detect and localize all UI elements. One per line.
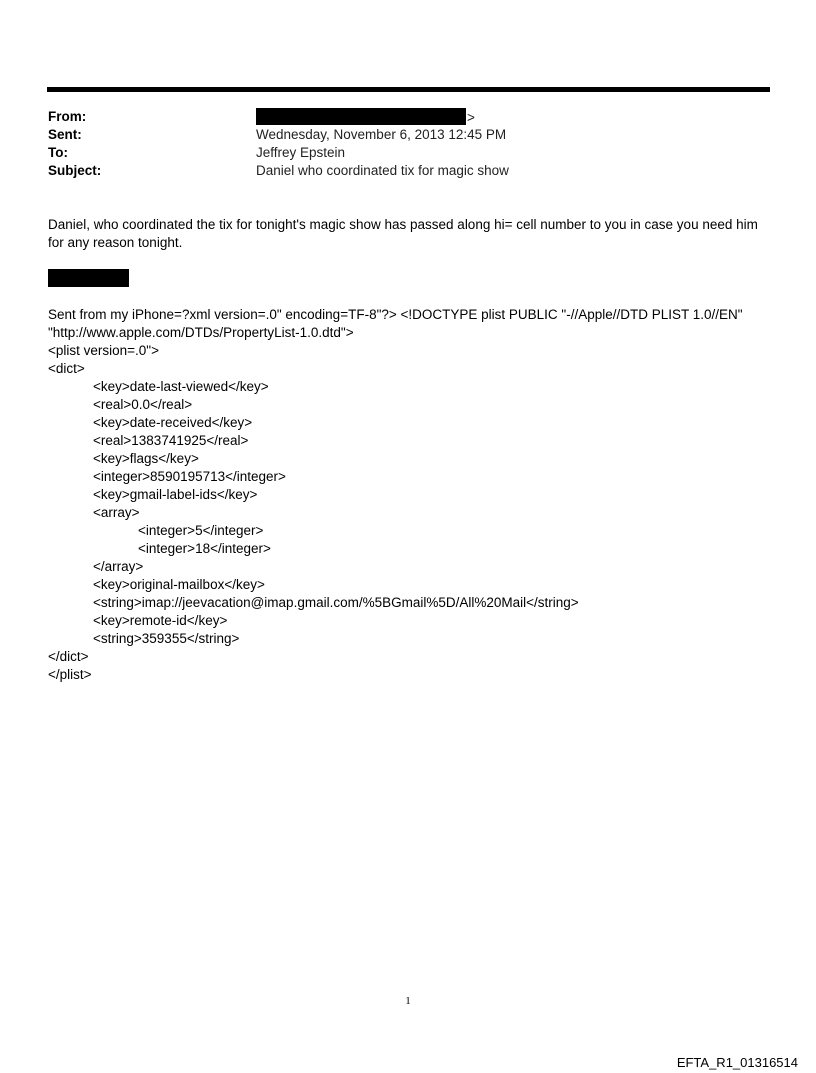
plist-line: <string>imap://jeevacation@imap.gmail.com/%5BGmail%5D/All%20Mail</string> xyxy=(48,595,579,610)
message-line: Daniel, who coordinated the tix for tonight's magic show has passed along hi= cell number to you in case you need him xyxy=(48,217,758,232)
plist-line: <key>date-received</key> xyxy=(48,415,253,430)
to-label: To: xyxy=(48,145,68,160)
plist-line: <key>flags</key> xyxy=(48,451,199,466)
subject-value: Daniel who coordinated tix for magic show xyxy=(256,163,509,178)
plist-line: <plist version=.0"> xyxy=(48,343,159,358)
plist-line: Sent from my iPhone=?xml version=.0" encoding=TF-8"?> <!DOCTYPE plist PUBLIC "-//Apple//DTD PLIST 1.0//EN" xyxy=(48,307,743,322)
plist-line: </dict> xyxy=(48,649,89,664)
subject-label: Subject: xyxy=(48,163,102,178)
plist-line: </array> xyxy=(48,559,144,574)
plist-line: <real>0.0</real> xyxy=(48,397,193,412)
plist-line: <array> xyxy=(48,505,140,520)
redacted-sender xyxy=(256,108,466,125)
plist-line: <dict> xyxy=(48,361,85,376)
document-id: EFTA_R1_01316514 xyxy=(676,1055,798,1070)
plist-line: <real>1383741925</real> xyxy=(48,433,249,448)
plist-line: <key>date-last-viewed</key> xyxy=(48,379,269,394)
sent-value: Wednesday, November 6, 2013 12:45 PM xyxy=(256,127,507,142)
plist-line: <key>gmail-label-ids</key> xyxy=(48,487,258,502)
from-suffix: > xyxy=(467,110,475,125)
plist-line: <integer>5</integer> xyxy=(48,523,264,538)
message-line: for any reason tonight. xyxy=(48,235,183,250)
plist-line: "http://www.apple.com/DTDs/PropertyList-1.0.dtd"> xyxy=(48,325,354,340)
plist-line: <key>remote-id</key> xyxy=(48,613,228,628)
header-rule xyxy=(47,87,770,92)
to-value: Jeffrey Epstein xyxy=(256,145,346,160)
from-label: From: xyxy=(48,109,87,124)
plist-line: </plist> xyxy=(48,667,92,682)
redacted-block xyxy=(48,269,129,287)
plist-line: <integer>18</integer> xyxy=(48,541,271,556)
plist-line: <integer>8590195713</integer> xyxy=(48,469,286,484)
plist-line: <key>original-mailbox</key> xyxy=(48,577,265,592)
sent-label: Sent: xyxy=(48,127,82,142)
plist-line: <string>359355</string> xyxy=(48,631,240,646)
page-number: 1 xyxy=(405,995,411,1007)
